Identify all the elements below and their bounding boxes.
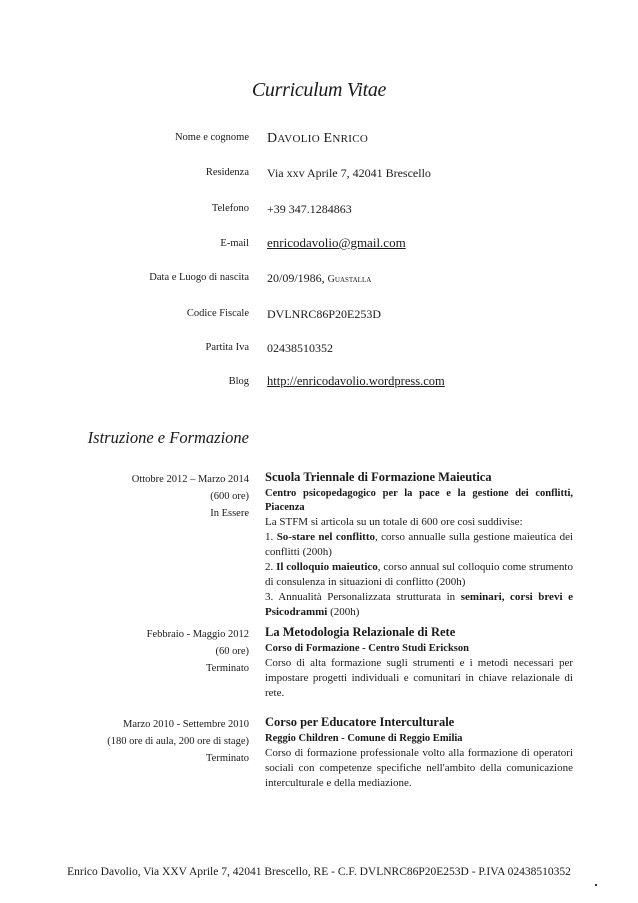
entry-dates: [132, 471, 249, 522]
entry-subtitle: Corso di Formazione - Centro Studi Erickson: [265, 643, 469, 654]
entry-description: La STFM si articola su un totale di 600 ore così suddivise:: [265, 516, 523, 528]
fiscal-code-label: Codice Fiscale: [186, 308, 249, 319]
residence-value: Via xxv Aprile 7, 42041 Brescello: [267, 166, 431, 180]
entry-details: [265, 624, 573, 701]
entry-title: Scuola Triennale di Formazione Maieutica: [265, 470, 492, 484]
residence-label: Residenza: [205, 167, 249, 178]
email-label: E-mail: [220, 238, 249, 249]
entry-hours: (180 ore di aula, 200 ore di stage): [107, 736, 249, 747]
phone-label: Telefono: [211, 203, 249, 214]
vat-label: Partita Iva: [205, 342, 249, 353]
entry-date: Marzo 2010 - Settembre 2010: [123, 719, 249, 730]
entry-subtitle: Centro psicopedagogico per la pace e la gestione dei conflitti, Piacenza: [265, 488, 573, 513]
entry-title: La Metodologia Relazionale di Rete: [265, 625, 456, 639]
email-link[interactable]: enricodavolio@gmail.com: [267, 235, 406, 250]
entry-status: Terminato: [206, 663, 249, 674]
entry-date: Febbraio - Maggio 2012: [146, 629, 249, 640]
entry-details: [265, 469, 573, 620]
blog-link[interactable]: http://enricodavolio.wordpress.com: [267, 374, 445, 388]
name-value: DAVOLIO ENRICO: [267, 131, 369, 146]
education-heading: Istruzione e Formazione: [87, 428, 249, 447]
entry-details: [265, 714, 573, 791]
entry-dates: [147, 626, 249, 677]
entry-status: Terminato: [206, 753, 249, 764]
entry-subtitle: Reggio Children - Comune di Reggio Emilia: [265, 733, 463, 744]
entry-title: Corso per Educatore Interculturale: [265, 715, 455, 729]
blog-label: Blog: [228, 376, 249, 387]
entry-description: Corso di formazione professionale volto alla formazione di operatori sociali con competenze specifiche nell'ambito della comunicazione interculturale e della mediazione.: [265, 747, 573, 789]
phone-value: +39 347.1284863: [267, 202, 352, 216]
fiscal-code-value: DVLNRC86P20E253D: [267, 307, 382, 321]
entry-status: In Essere: [210, 508, 249, 519]
entry-hours: (600 ore): [210, 491, 249, 502]
page-title: Curriculum Vitae: [251, 79, 387, 101]
entry-item: 2. Il colloquio maieutico, corso annual sul colloquio come strumento di consulenza in situazioni di conflitto (200h): [265, 561, 573, 588]
name-label: Nome e cognome: [174, 132, 249, 143]
entry-item: 1. So-stare nel conflitto, corso annualle sulla gestione maieutica dei conflitti (200h): [265, 531, 574, 558]
entry-hours: (60 ore): [215, 646, 249, 657]
page-marker: [595, 884, 597, 886]
page-footer: Enrico Davolio, Via XXV Aprile 7, 42041 Brescello, RE - C.F. DVLNRC86P20E253D - P.IVA 02438510352: [67, 866, 571, 878]
entry-dates: [107, 716, 249, 767]
birth-value: 20/09/1986, Guastalla: [267, 271, 372, 285]
birth-label: Data e Luogo di nascita: [149, 272, 249, 283]
entry-description: Corso di alta formazione sugli strumenti e i metodi necessari per impostare progetti individuali e comunitari in chiave relazionale di rete.: [265, 657, 573, 699]
entry-item: 3. Annualità Personalizzata strutturata in seminari, corsi brevi e Psicodrammi (200h): [265, 591, 573, 618]
entry-date: Ottobre 2012 – Marzo 2014: [131, 474, 249, 485]
vat-value: 02438510352: [267, 341, 333, 355]
